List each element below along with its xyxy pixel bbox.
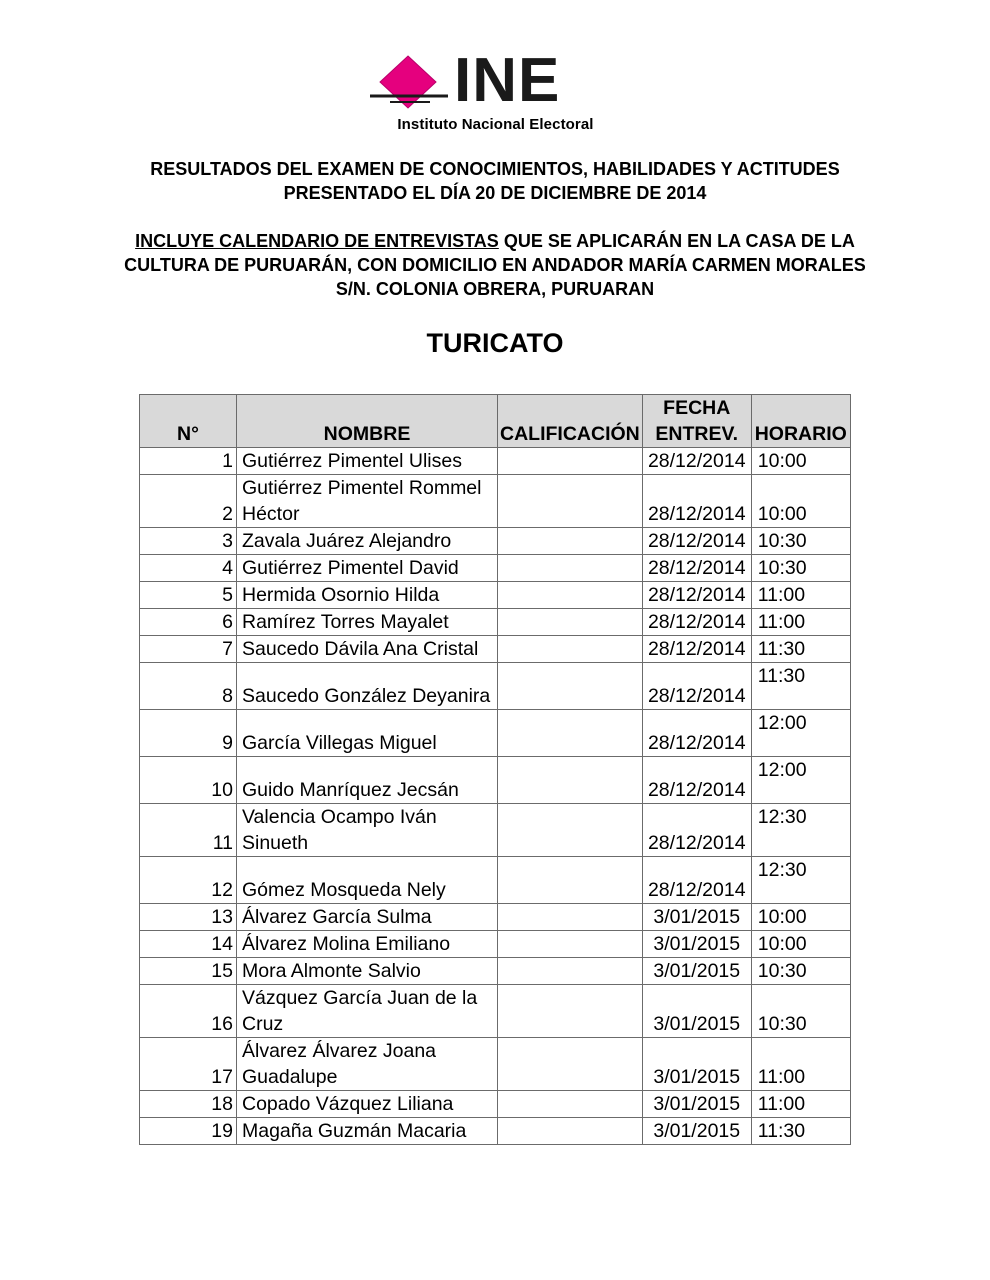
cell-date: 28/12/2014: [642, 663, 751, 710]
cell-name: Álvarez Molina Emiliano: [237, 931, 498, 958]
table-row: [140, 1091, 851, 1118]
cell-name: Valencia Ocampo Iván Sinueth: [237, 804, 498, 857]
cell-num: 3: [140, 528, 237, 555]
cell-date: 28/12/2014: [642, 857, 751, 904]
header-date: [642, 395, 751, 448]
cell-grade: [498, 528, 643, 555]
cell-name: Gutiérrez Pimentel Ulises: [237, 448, 498, 475]
cell-name: Ramírez Torres Mayalet: [237, 609, 498, 636]
cell-time: 10:30: [751, 555, 850, 582]
cell-name: Gutiérrez Pimentel David: [237, 555, 498, 582]
cell-num: 8: [140, 663, 237, 710]
table-row: [140, 555, 851, 582]
cell-num: 11: [140, 804, 237, 857]
cell-grade: [498, 958, 643, 985]
cell-date: 28/12/2014: [642, 757, 751, 804]
cell-name: Gutiérrez Pimentel Rommel Héctor: [237, 475, 498, 528]
cell-num: 7: [140, 636, 237, 663]
cell-grade: [498, 582, 643, 609]
header-date-top: FECHA: [663, 397, 731, 419]
table-row: [140, 636, 851, 663]
table-row: [140, 1038, 851, 1091]
cell-date: 28/12/2014: [642, 609, 751, 636]
cell-num: 16: [140, 985, 237, 1038]
cell-date: 3/01/2015: [642, 1038, 751, 1091]
cell-grade: [498, 1038, 643, 1091]
cell-time: 12:00: [751, 710, 850, 757]
ine-logo: [368, 46, 628, 136]
municipality-title: TURICATO: [426, 328, 564, 358]
cell-grade: [498, 448, 643, 475]
cell-num: 5: [140, 582, 237, 609]
table-row: [140, 710, 851, 757]
heading-line-2: PRESENTADO EL DÍA 20 DE DICIEMBRE DE 2014: [283, 183, 707, 203]
cell-date: 3/01/2015: [642, 931, 751, 958]
cell-time: 11:00: [751, 1038, 850, 1091]
cell-num: 14: [140, 931, 237, 958]
cell-name: Guido Manríquez Jecsán: [237, 757, 498, 804]
cell-time: 10:30: [751, 985, 850, 1038]
cell-time: 10:00: [751, 448, 850, 475]
cell-num: 17: [140, 1038, 237, 1091]
cell-grade: [498, 710, 643, 757]
cell-date: 28/12/2014: [642, 555, 751, 582]
cell-name: Hermida Osornio Hilda: [237, 582, 498, 609]
heading-line-5: S/N. COLONIA OBRERA, PURUARAN: [335, 279, 655, 299]
cell-date: 28/12/2014: [642, 636, 751, 663]
cell-num: 13: [140, 904, 237, 931]
cell-grade: [498, 1091, 643, 1118]
cell-name: Saucedo González Deyanira: [237, 663, 498, 710]
table-row: [140, 475, 851, 528]
cell-time: 12:30: [751, 804, 850, 857]
cell-time: 11:00: [751, 582, 850, 609]
cell-date: 28/12/2014: [642, 448, 751, 475]
interview-calendar-heading: [100, 229, 890, 301]
header-num: N°: [140, 395, 237, 448]
cell-time: 10:00: [751, 475, 850, 528]
cell-name: Mora Almonte Salvio: [237, 958, 498, 985]
cell-grade: [498, 636, 643, 663]
heading-line-3: [100, 229, 890, 253]
table-row: [140, 609, 851, 636]
cell-grade: [498, 904, 643, 931]
header-time: HORARIO: [751, 395, 850, 448]
table-row: [140, 857, 851, 904]
cell-num: 19: [140, 1118, 237, 1145]
table-row: [140, 663, 851, 710]
cell-num: 4: [140, 555, 237, 582]
cell-date: 28/12/2014: [642, 582, 751, 609]
cell-date: 3/01/2015: [642, 1091, 751, 1118]
cell-name: Copado Vázquez Liliana: [237, 1091, 498, 1118]
table-row: [140, 757, 851, 804]
cell-num: 12: [140, 857, 237, 904]
cell-date: 28/12/2014: [642, 528, 751, 555]
heading-line-1: RESULTADOS DEL EXAMEN DE CONOCIMIENTOS, HABILIDADES Y ACTITUDES: [150, 159, 840, 179]
cell-time: 11:30: [751, 663, 850, 710]
table-row: [140, 985, 851, 1038]
cell-date: 28/12/2014: [642, 710, 751, 757]
cell-date: 3/01/2015: [642, 1118, 751, 1145]
results-table: [139, 394, 851, 1145]
table-header-row: [140, 395, 851, 448]
cell-grade: [498, 475, 643, 528]
cell-name: García Villegas Miguel: [237, 710, 498, 757]
cell-grade: [498, 663, 643, 710]
cell-date: 3/01/2015: [642, 958, 751, 985]
table-row: [140, 528, 851, 555]
cell-time: 11:00: [751, 1091, 850, 1118]
cell-grade: [498, 804, 643, 857]
cell-time: 11:30: [751, 1118, 850, 1145]
heading-underlined-text: INCLUYE CALENDARIO DE ENTREVISTAS: [135, 231, 499, 251]
cell-num: 10: [140, 757, 237, 804]
cell-name: Álvarez García Sulma: [237, 904, 498, 931]
cell-date: 28/12/2014: [642, 804, 751, 857]
cell-name: Álvarez Álvarez Joana Guadalupe: [237, 1038, 498, 1091]
cell-time: 12:30: [751, 857, 850, 904]
cell-time: 10:30: [751, 958, 850, 985]
cell-num: 1: [140, 448, 237, 475]
cell-name: Gómez Mosqueda Nely: [237, 857, 498, 904]
table-row: [140, 958, 851, 985]
table-row: [140, 1118, 851, 1145]
table-row: [140, 931, 851, 958]
cell-grade: [498, 931, 643, 958]
cell-time: 12:00: [751, 757, 850, 804]
table-row: [140, 448, 851, 475]
cell-grade: [498, 1118, 643, 1145]
cell-time: 11:30: [751, 636, 850, 663]
cell-num: 9: [140, 710, 237, 757]
cell-num: 15: [140, 958, 237, 985]
ine-wordmark: INE: [454, 46, 561, 115]
table-row: [140, 904, 851, 931]
cell-time: 10:00: [751, 904, 850, 931]
cell-date: 3/01/2015: [642, 985, 751, 1038]
cell-name: Saucedo Dávila Ana Cristal: [237, 636, 498, 663]
cell-name: Zavala Juárez Alejandro: [237, 528, 498, 555]
cell-grade: [498, 757, 643, 804]
exam-results-heading: [100, 157, 890, 205]
table-body: [140, 448, 851, 1145]
cell-grade: [498, 609, 643, 636]
cell-num: 18: [140, 1091, 237, 1118]
cell-time: 11:00: [751, 609, 850, 636]
table-row: [140, 804, 851, 857]
cell-time: 10:30: [751, 528, 850, 555]
cell-date: 28/12/2014: [642, 475, 751, 528]
header-name: NOMBRE: [237, 395, 498, 448]
cell-grade: [498, 985, 643, 1038]
header-grade: CALIFICACIÓN: [498, 395, 643, 448]
table-row: [140, 582, 851, 609]
heading-line-4: CULTURA DE PURUARÁN, CON DOMICILIO EN ANDADOR MARÍA CARMEN MORALES: [124, 255, 866, 275]
heading-line-3-rest: QUE SE APLICARÁN EN LA CASA DE LA: [498, 231, 855, 251]
cell-num: 6: [140, 609, 237, 636]
header-date-bottom: ENTREV.: [655, 423, 739, 445]
cell-name: Magaña Guzmán Macaria: [237, 1118, 498, 1145]
cell-num: 2: [140, 475, 237, 528]
cell-grade: [498, 555, 643, 582]
cell-grade: [498, 857, 643, 904]
ine-subtitle: Instituto Nacional Electoral: [397, 116, 594, 133]
cell-name: Vázquez García Juan de la Cruz: [237, 985, 498, 1038]
cell-date: 3/01/2015: [642, 904, 751, 931]
cell-time: 10:00: [751, 931, 850, 958]
